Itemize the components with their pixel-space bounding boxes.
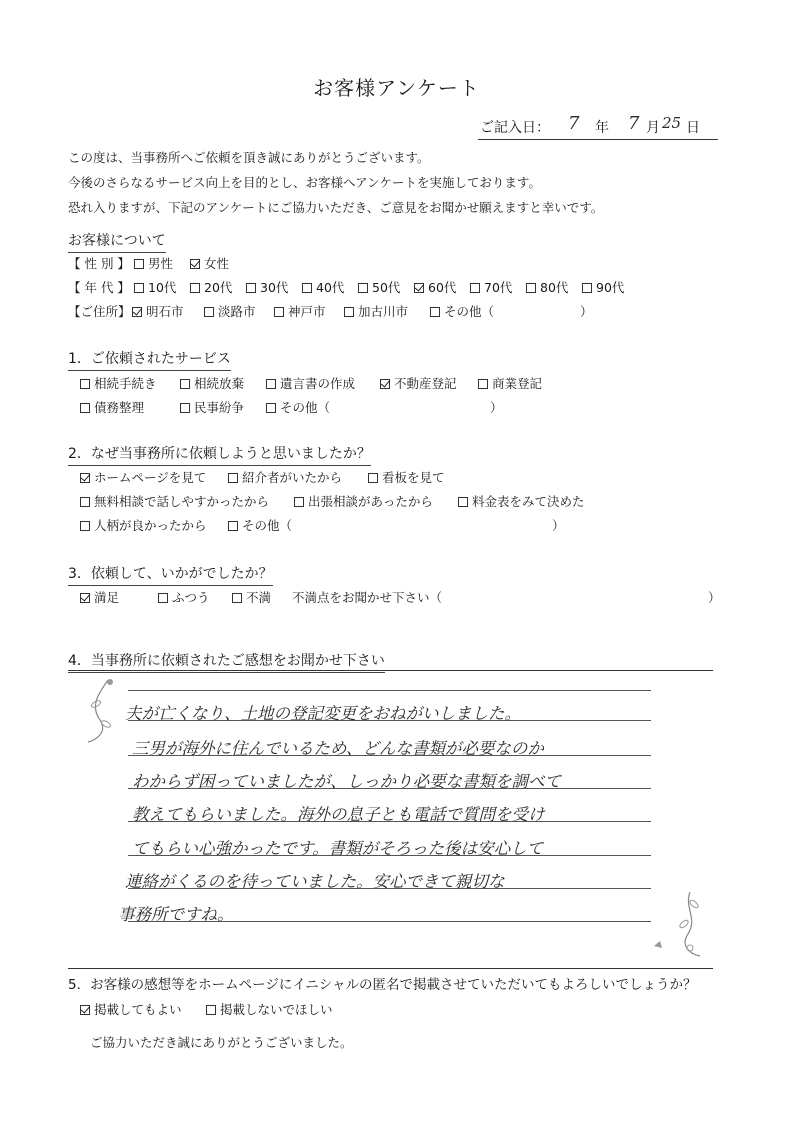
section-heading-q4: 4．当事務所に依頼されたご感想をお聞かせ下さい (68, 650, 385, 673)
intro-line: 恐れ入りますが、下記のアンケートにご協力いただき、ご意見をお聞かせ願えますと幸いです。 (68, 200, 604, 215)
age-option-checked[interactable]: 60代 (414, 278, 456, 296)
q5-options (80, 1000, 480, 1018)
age-option[interactable]: 20代 (190, 278, 232, 296)
address-option[interactable]: 神戸市 (274, 302, 326, 320)
q2-option[interactable]: 看板を見て (368, 468, 445, 486)
q1-option[interactable]: 民事紛争 (180, 398, 244, 416)
comment-line: 夫が亡くなり、土地の登記変更をおねがいしました。 (125, 704, 521, 723)
age-option[interactable]: 80代 (526, 278, 568, 296)
comment-line: 教えてもらいました。海外の息子とも電話で質問を受け (132, 805, 545, 824)
date-day-value[interactable]: 25 (662, 114, 682, 132)
gender-option-male[interactable]: 男性 (134, 254, 173, 272)
q1-option[interactable]: 遺言書の作成 (266, 374, 355, 392)
address-option[interactable]: 淡路市 (204, 302, 256, 320)
date-year-value[interactable]: 7 (568, 113, 580, 134)
age-option[interactable]: 50代 (358, 278, 400, 296)
age-row (68, 278, 728, 296)
section-heading-q1: 1．ご依頼されたサービス (68, 348, 231, 371)
leaf-flourish-icon (78, 676, 122, 746)
q1-option[interactable]: 相続手続き (80, 374, 157, 392)
q2-other-close: ） (552, 518, 565, 533)
section-heading-about: お客様について (68, 230, 166, 253)
comment-line: てもらい心強かったです。書類がそろった後は安心して (132, 839, 544, 858)
date-label: ご記入日： (480, 120, 550, 136)
intro-line: 今後のさらなるサービス向上を目的とし、お客様へアンケートを実施しております。 (68, 175, 541, 190)
q3-options (80, 588, 730, 606)
address-label: 【ご住所】 (68, 304, 131, 319)
date-month-value[interactable]: 7 (628, 113, 640, 134)
age-option[interactable]: 70代 (470, 278, 512, 296)
intro-line: この度は、当事務所へご依頼を頂き誠にありがとうございます。 (68, 150, 430, 165)
age-option[interactable]: 30代 (246, 278, 288, 296)
q3-option-checked[interactable]: 満足 (80, 588, 119, 606)
q1-options (80, 374, 720, 418)
q3-note: 不満点をお聞かせ下さい（ (292, 590, 443, 605)
age-label: 【 年 代 】 (68, 280, 130, 295)
q2-option[interactable]: 出張相談があったから (294, 492, 433, 510)
q1-option-checked[interactable]: 不動産登記 (380, 374, 457, 392)
comment-line: 連絡がくるのを待っていました。安心できて親切な (125, 872, 505, 891)
leaf-flourish-icon (650, 888, 710, 960)
q2-option[interactable]: 料金表をみて決めた (458, 492, 585, 510)
gender-label: 【 性 別 】 (68, 256, 130, 271)
q3-option[interactable]: 不満 (232, 588, 271, 606)
comment-line: わからず困っていましたが、しっかり必要な書類を調べて (132, 772, 561, 791)
date-year-label: 年 (595, 120, 609, 136)
comment-line: 三男が海外に住んでいるため、どんな書類が必要なのか (132, 739, 544, 758)
age-option[interactable]: 10代 (134, 278, 176, 296)
address-row (68, 302, 728, 320)
closing-message: ご協力いただき誠にありがとうございました。 (90, 1035, 353, 1050)
gender-option-female[interactable]: 女性 (190, 254, 229, 272)
q1-option[interactable]: 相続放棄 (180, 374, 244, 392)
q1-option[interactable]: 債務整理 (80, 398, 144, 416)
q1-other-close: ） (490, 400, 503, 415)
checkbox-checked[interactable] (190, 259, 200, 269)
q2-option[interactable]: 紹介者がいたから (228, 468, 342, 486)
q3-option[interactable]: ふつう (158, 588, 210, 606)
checkbox[interactable] (134, 259, 144, 269)
entry-date (478, 113, 718, 140)
date-day-label: 日 (686, 120, 700, 136)
address-option-checked[interactable]: 明石市 (132, 302, 184, 320)
q2-option-checked[interactable]: ホームページを見て (80, 468, 206, 486)
section-divider (68, 968, 713, 969)
age-option[interactable]: 90代 (582, 278, 624, 296)
q3-note-close: ） (708, 590, 721, 605)
section-heading-q2: 2．なぜ当事務所に依頼しようと思いましたか？ (68, 443, 371, 466)
section-heading-q3: 3．依頼して、いかがでしたか？ (68, 563, 273, 586)
gender-row (68, 254, 728, 272)
section-heading-q5: 5．お客様の感想等をホームページにイニシャルの匿名で掲載させていただいてもよろしいでしょうか？ (68, 977, 697, 993)
address-option-other[interactable]: その他（ (430, 302, 494, 320)
age-option[interactable]: 40代 (302, 278, 344, 296)
address-option[interactable]: 加古川市 (344, 302, 408, 320)
comment-line: 事務所ですね。 (118, 905, 234, 924)
q1-option-other[interactable]: その他（ (266, 398, 330, 416)
address-other-close: ） (580, 304, 593, 319)
q1-option[interactable]: 商業登記 (478, 374, 542, 392)
q5-option-checked[interactable]: 掲載してもよい (80, 1000, 182, 1018)
q2-option[interactable]: 無料相談で話しやすかったから (80, 492, 269, 510)
q5-option[interactable]: 掲載しないでほしい (206, 1000, 333, 1018)
date-month-label: 月 (646, 120, 660, 136)
page-title: お客様アンケート (313, 76, 480, 100)
q2-option[interactable]: 人柄が良かったから (80, 516, 207, 534)
section-divider (68, 670, 713, 671)
q2-options (80, 468, 720, 538)
q2-option-other[interactable]: その他（ (228, 516, 292, 534)
